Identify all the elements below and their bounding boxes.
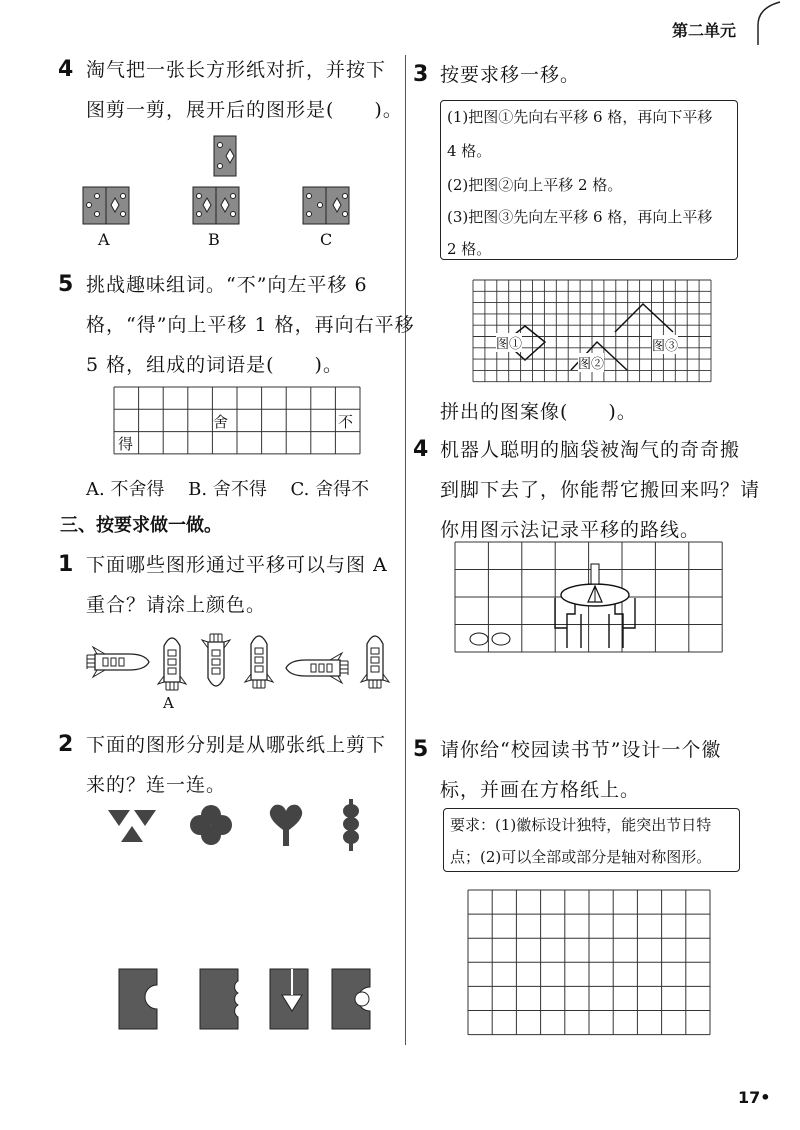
requirement-text: 2 格。 [447, 240, 492, 258]
unit-header: 第二单元 [672, 21, 737, 40]
page-number-value: 17 [738, 1088, 761, 1107]
rocket-vertical-up[interactable] [243, 628, 275, 690]
figure-label: 图② [578, 353, 604, 372]
header-corner-line [740, 0, 800, 50]
paper-semicircle-notch[interactable] [117, 967, 159, 1031]
figure-a-label: A [163, 694, 174, 712]
question-text: 机器人聪明的脑袋被淘气的奇奇搬 [440, 439, 741, 461]
figure-label: 图③ [652, 335, 678, 354]
question-number: 2 [58, 732, 74, 757]
page-number-dot: • [760, 1088, 771, 1107]
question-text: 下面哪些图形通过平移可以与图 A [86, 554, 388, 576]
question-text: 标，并画在方格纸上。 [440, 779, 641, 801]
question-number: 5 [413, 737, 429, 762]
option-c-figure[interactable] [302, 186, 350, 226]
question-text: 淘气把一张长方形纸对折，并按下 [86, 59, 387, 81]
requirement-text: 4 格。 [447, 142, 492, 160]
option-b-figure[interactable] [192, 186, 240, 226]
question-text: 按要求移一移。 [440, 64, 581, 86]
question-text: 5 格，组成的词语是( )。 [86, 354, 343, 376]
paper-triangle-notch[interactable] [268, 967, 310, 1031]
option-label: C [320, 230, 333, 249]
requirement-text: (2)把图②向上平移 2 格。 [447, 176, 623, 194]
rocket-vertical-a[interactable] [156, 630, 188, 692]
question-text: 挑战趣味组词。“不”向左平移 6 [86, 274, 368, 296]
grid-char: 舍 [213, 413, 229, 431]
design-grid[interactable] [468, 890, 712, 1036]
triangle-cut-shape[interactable] [106, 808, 158, 844]
question-number: 5 [58, 272, 74, 297]
rocket-vertical-down[interactable] [200, 632, 232, 694]
page-number [738, 1088, 771, 1107]
rocket-vertical-up-2[interactable] [359, 628, 391, 690]
question-text: 你用图示法记录平移的路线。 [440, 519, 701, 541]
question-number: 3 [413, 62, 429, 87]
section-title: 三、按要求做一做。 [60, 515, 222, 536]
requirement-text: 点；(2)可以全部或部分是轴对称图形。 [450, 848, 712, 866]
answer-choices: A. 不舍得 B. 舍不得 C. 舍得不 [86, 479, 370, 500]
folded-paper-figure [213, 135, 237, 177]
question-text: 请你给“校园读书节”设计一个徽 [440, 739, 722, 761]
question-number: 1 [58, 552, 74, 577]
question-text: 来的？连一连。 [86, 774, 227, 796]
word-grid [114, 387, 362, 455]
heart-cut-shape[interactable] [266, 802, 306, 846]
column-divider [405, 55, 406, 1045]
paper-circle-notch[interactable] [330, 967, 372, 1031]
option-label: B [208, 230, 220, 249]
figure-label: 图① [496, 333, 522, 352]
question-text: 图剪一剪，展开后的图形是( )。 [86, 99, 403, 121]
requirement-text: (1)把图①先向右平移 6 格，再向下平移 [447, 108, 713, 126]
rocket-horizontal-right[interactable] [85, 645, 151, 679]
question-text: 重合？请涂上颜色。 [86, 594, 267, 616]
question-number: 4 [413, 437, 429, 462]
grid-char: 得 [118, 435, 134, 453]
answer-line: 拼出的图案像( )。 [440, 401, 637, 423]
requirement-text: 要求：(1)徽标设计独特，能突出节日特 [450, 816, 712, 834]
beads-cut-shape[interactable] [338, 799, 364, 851]
question-text: 到脚下去了，你能帮它搬回来吗？请 [440, 479, 761, 501]
rocket-horizontal-left[interactable] [284, 651, 350, 685]
robot-grid [455, 542, 725, 654]
flower-cut-shape[interactable] [186, 803, 236, 847]
question-text: 格，“得”向上平移 1 格，再向右平移 [86, 314, 415, 336]
option-label: A [98, 230, 110, 249]
grid-char: 不 [338, 413, 354, 431]
question-text: 下面的图形分别是从哪张纸上剪下 [86, 734, 387, 756]
option-a-figure[interactable] [82, 186, 130, 226]
paper-scallop-notch[interactable] [198, 967, 240, 1031]
requirement-text: (3)把图③先向左平移 6 格，再向上平移 [447, 208, 713, 226]
question-number: 4 [58, 57, 74, 82]
